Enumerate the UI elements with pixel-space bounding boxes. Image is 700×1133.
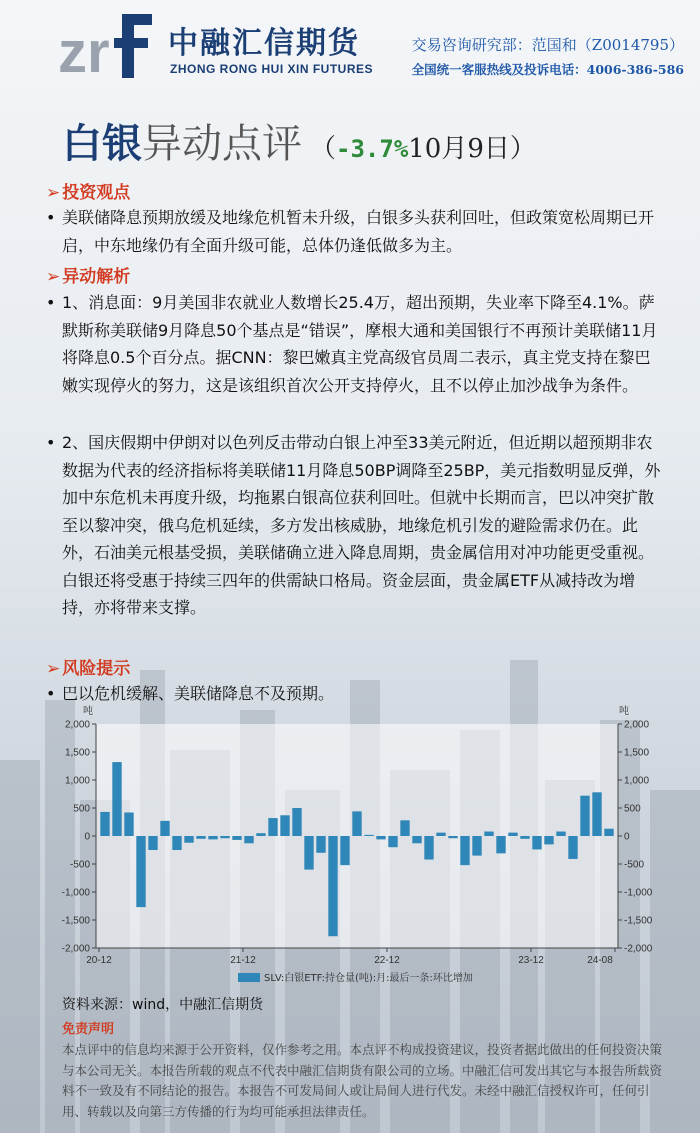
title-change-pct: -3.7% xyxy=(336,135,409,163)
chart-bar xyxy=(352,811,361,836)
investment-view-paragraph xyxy=(46,204,666,259)
arrow-icon: ➢ xyxy=(46,183,61,203)
data-source: 资料来源：wind，中融汇信期货 xyxy=(62,997,264,1013)
section-investment-view xyxy=(46,178,130,203)
legend-swatch xyxy=(238,973,260,982)
chart-bar xyxy=(292,808,301,836)
chart-bar xyxy=(124,812,133,836)
chart-bar xyxy=(184,836,193,843)
paragraph-text: 2、国庆假期中伊朗对以色列反击带动白银上冲至33美元附近，但近期以超预期非农数据为代表的经济指标将美联储11月降息50BP调降至25BP，美元指数明显反弹，外加中东危机未再度升级，均拖累白银高位获利回吐。但就中长期而言，巴以冲突扩散至以黎冲突，俄乌危机延续，多方发出核威胁，地缘危机引发的避险需求仍在。此外，石油美元根基受损，美联储确立进入降息周期，贵金属信用对冲功能更受重视。白银还将受惠于持续三四年的供需缺口格局。资金层面，贵金属ETF从减持改为增持，亦将带来支撑。 xyxy=(62,433,661,617)
chart-bar xyxy=(556,832,565,836)
chart-bar xyxy=(304,836,313,870)
y-tick-label-right: -1,000 xyxy=(624,887,653,899)
title-sub: 异动点评 xyxy=(142,121,302,167)
chart-bar xyxy=(508,833,517,836)
y-tick-label-right: -1,500 xyxy=(624,915,653,927)
chart-bar xyxy=(592,792,601,836)
company-name-cn: 中融汇信期货 xyxy=(168,26,360,61)
y-tick-label-right: 0 xyxy=(624,831,630,843)
y-unit-right: 吨 xyxy=(619,706,629,717)
chart-bar xyxy=(100,812,109,836)
chart-bar xyxy=(460,836,469,865)
y-tick-label-left: 1,000 xyxy=(64,775,90,787)
y-tick-label-right: 500 xyxy=(624,803,641,815)
chart-bar xyxy=(136,836,145,907)
bullet-icon: • xyxy=(46,684,56,703)
y-tick-label-left: 2,000 xyxy=(64,719,90,731)
chart-bar xyxy=(568,836,577,859)
section-title: 异动解析 xyxy=(62,267,131,287)
chart-bar xyxy=(376,836,385,839)
chart-bar xyxy=(520,836,529,839)
svg-text:zr: zr xyxy=(58,20,110,82)
y-tick-label-left: 1,500 xyxy=(64,747,90,759)
chart-bar xyxy=(220,836,229,838)
y-tick-label-right: 1,500 xyxy=(624,747,650,759)
y-tick-label-left: 0 xyxy=(84,831,90,843)
chart-bar xyxy=(256,833,265,836)
bullet-icon: • xyxy=(46,433,56,452)
chart-bar xyxy=(244,836,253,843)
chart-bar xyxy=(112,762,121,836)
silver-etf-holdings-chart xyxy=(62,702,674,992)
section-analysis xyxy=(46,262,130,287)
company-logo-icon xyxy=(58,10,158,82)
section-title: 风险提示 xyxy=(62,659,131,679)
chart-bar xyxy=(280,815,289,836)
paragraph-text: 巴以危机缓解、美联储降息不及预期。 xyxy=(62,684,335,703)
y-tick-label-left: -1,000 xyxy=(62,887,90,899)
chart-bar xyxy=(316,836,325,853)
company-name-en: ZHONG RONG HUI XIN FUTURES xyxy=(170,62,374,76)
chart-bar xyxy=(328,836,337,936)
y-tick-label-right: 1,000 xyxy=(624,775,650,787)
bullet-icon: • xyxy=(46,293,56,312)
x-tick-label: 22-12 xyxy=(374,955,400,966)
analysis-paragraph-2 xyxy=(46,429,666,622)
analyst-contact: 交易咨询研究部：范国和（Z0014795） xyxy=(411,36,684,54)
chart-bar xyxy=(424,836,433,860)
x-tick-label: 23-12 xyxy=(518,955,544,966)
x-tick-label: 20-12 xyxy=(86,955,112,966)
y-unit-left: 吨 xyxy=(83,706,93,717)
chart-bar xyxy=(532,836,541,849)
chart-bar xyxy=(160,821,169,836)
chart-bar xyxy=(208,836,217,839)
bullet-icon: • xyxy=(46,208,56,227)
chart-bar xyxy=(448,836,457,838)
disclaimer-title: 免责声明 xyxy=(62,1022,115,1037)
report-title xyxy=(62,112,536,167)
y-tick-label-right: -500 xyxy=(624,859,645,871)
x-tick-label: 21-12 xyxy=(230,955,256,966)
disclaimer-text: 本点评中的信息均来源于公开资料，仅作参考之用。本点评不构成投资建议，投资者据此做出的任何投资决策与本公司无关。本报告所载的观点不代表中融汇信期货有限公司的立场。中融汇信可发出其它与本报告所载资料不一致及有不同结论的报告。本报告不可发局间人或让局间人进行代发。未经中融汇信授权许可，任何引用、转载以及向第三方传播的行为均可能承担法律责任。 xyxy=(62,1042,663,1119)
chart-bar xyxy=(388,836,397,847)
y-tick-label-left: -500 xyxy=(69,859,90,871)
y-tick-label-left: 500 xyxy=(73,803,90,815)
chart-bar xyxy=(484,832,493,836)
chart-bar xyxy=(496,836,505,853)
arrow-icon: ➢ xyxy=(46,267,61,287)
chart-bar xyxy=(400,820,409,836)
chart-bar xyxy=(148,836,157,850)
y-tick-label-right: -2,000 xyxy=(624,943,653,955)
chart-bar xyxy=(580,796,589,836)
section-title: 投资观点 xyxy=(62,183,131,203)
chart-bar xyxy=(172,836,181,850)
paragraph-text: 1、消息面：9月美国非农就业人数增长25.4万，超出预期，失业率下降至4.1%。萨默斯称美联储9月降息50个基点是“错误”，摩根大通和美国银行不再预计美联储11月将降息0.5个百分点。据CNN：黎巴嫩真主党高级官员周二表示，真主党支持在黎巴嫩实现停火的努力，这是该组织首次公开支持停火，且不以停止加沙战争为条件。 xyxy=(62,293,658,395)
y-tick-label-right: 2,000 xyxy=(624,719,650,731)
chart-bar xyxy=(412,836,421,843)
title-date: 10月9日） xyxy=(408,134,536,164)
chart-bar xyxy=(604,829,613,836)
legend-label: SLV:白银ETF:持仓量(吨):月:最后一条:环比增加 xyxy=(264,973,473,984)
chart-bar xyxy=(472,836,481,856)
chart-bar xyxy=(340,836,349,865)
chart-bar xyxy=(232,836,241,840)
y-tick-label-left: -2,000 xyxy=(62,943,90,955)
chart-bar xyxy=(544,836,553,844)
title-paren-open: （ xyxy=(310,134,337,164)
hotline-contact: 全国统一客服热线及投诉电话：4006-386-586 xyxy=(411,62,684,77)
section-risk xyxy=(46,654,130,679)
chart-bar xyxy=(268,818,277,836)
analysis-paragraph-1 xyxy=(46,289,666,399)
chart-bar xyxy=(364,835,373,836)
chart-bar xyxy=(196,836,205,839)
arrow-icon: ➢ xyxy=(46,659,61,679)
y-tick-label-left: -1,500 xyxy=(62,915,90,927)
paragraph-text: 美联储降息预期放缓及地缘危机暂未升级，白银多头获利回吐，但政策宽松周期已开启，中东地缘仍有全面升级可能，总体仍逢低做多为主。 xyxy=(62,208,655,255)
title-main: 白银 xyxy=(62,120,142,167)
x-tick-label: 24-08 xyxy=(587,955,613,966)
header xyxy=(0,0,700,100)
chart-bar xyxy=(436,833,445,836)
